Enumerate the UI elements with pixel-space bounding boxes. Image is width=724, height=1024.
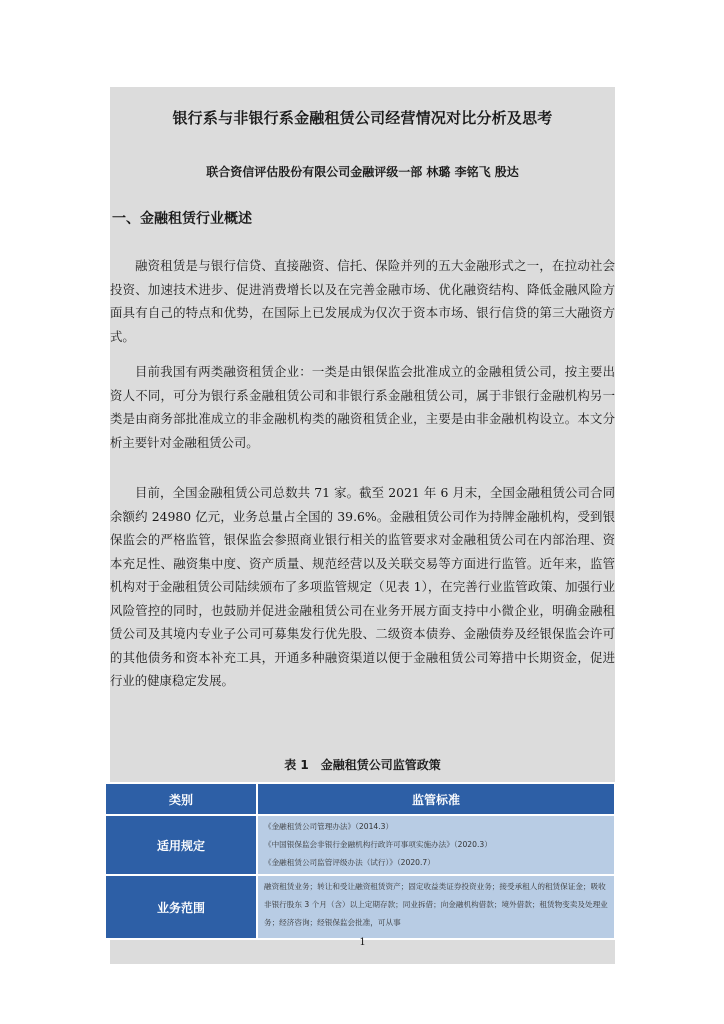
page-number: 1 — [359, 937, 366, 948]
table-row — [105, 815, 615, 875]
table-row — [105, 875, 615, 939]
document-page — [110, 87, 615, 964]
column-header-category: 类别 — [105, 783, 257, 815]
row-standard — [257, 815, 615, 875]
row-category: 适用规定 — [105, 815, 257, 875]
paragraph: 融资租赁是与银行信贷、直接融资、信托、保险并列的五大金融形式之一，在拉动社会投资、加速技术进步、促进消费增长以及在完善金融市场、优化融资结构、降低金融风险方面具有自己的特点和优势，在国际上已发展成为仅次于资本市场、银行信贷的第三大融资方式。 — [110, 258, 615, 344]
table-header-row — [105, 783, 615, 815]
regulation-item: 《金融租赁公司监管评级办法（试行）》（2020.7） — [264, 858, 435, 867]
author-line: 联合资信评估股份有限公司金融评级一部 林璐 李铭飞 殷达 — [206, 165, 519, 179]
policy-table — [104, 782, 616, 940]
business-scope-text: 融资租赁业务；转让和受让融资租赁资产；固定收益类证券投资业务；接受承租人的租赁保证金；吸收非银行股东 3 个月（含）以上定期存款；同业拆借；向金融机构借款；境外借款；租赁物变卖及处理业务；经济咨询；经银保监会批准，可从事 — [264, 882, 608, 927]
column-header-standard: 监管标准 — [257, 783, 615, 815]
table-caption: 表 1 金融租赁公司监管政策 — [284, 758, 441, 772]
regulation-item: 《中国银保监会非银行金融机构行政许可事项实施办法》（2020.3） — [264, 840, 492, 849]
regulation-item: 《金融租赁公司管理办法》（2014.3） — [264, 822, 394, 831]
row-standard — [257, 875, 615, 939]
page-title: 银行系与非银行系金融租赁公司经营情况对比分析及思考 — [172, 109, 553, 127]
paragraph: 目前我国有两类融资租赁企业：一类是由银保监会批准成立的金融租赁公司，按主要出资人不同，可分为银行系金融租赁公司和非银行系金融租赁公司，属于非银行金融机构另一类是由商务部批准成立的非金融机构类的融资租赁企业，主要是由非金融机构设立。本文分析主要针对金融租赁公司。 — [110, 364, 615, 450]
paragraph: 目前，全国金融租赁公司总数共 71 家。截至 2021 年 6 月末，全国金融租赁公司合同余额约 24980 亿元，业务总量占全国的 39.6%。金融租赁公司作为持牌金融机构，受到银保监会的严格监管，银保监会参照商业银行相关的监管要求对金融租赁公司在内部治理、资本充足性、融资集中度、资产质量、规范经营以及关联交易等方面进行监管。近年来，监管机构对于金融租赁公司陆续颁布了多项监管规定（见表 1），在完善行业监管政策、加强行业风险管控的同时，也鼓励并促进金融租赁公司在业务开展方面支持中小微企业，明确金融租赁公司及其境内专业子公司可募集发行优先股、二级资本债券、金融债券及经银保监会许可的其他债务和资本补充工具，开通多种融资渠道以便于金融租赁公司筹措中长期资金，促进行业的健康稳定发展。 — [110, 485, 615, 688]
section-heading: 一、金融租赁行业概述 — [112, 211, 252, 227]
row-category: 业务范围 — [105, 875, 257, 939]
